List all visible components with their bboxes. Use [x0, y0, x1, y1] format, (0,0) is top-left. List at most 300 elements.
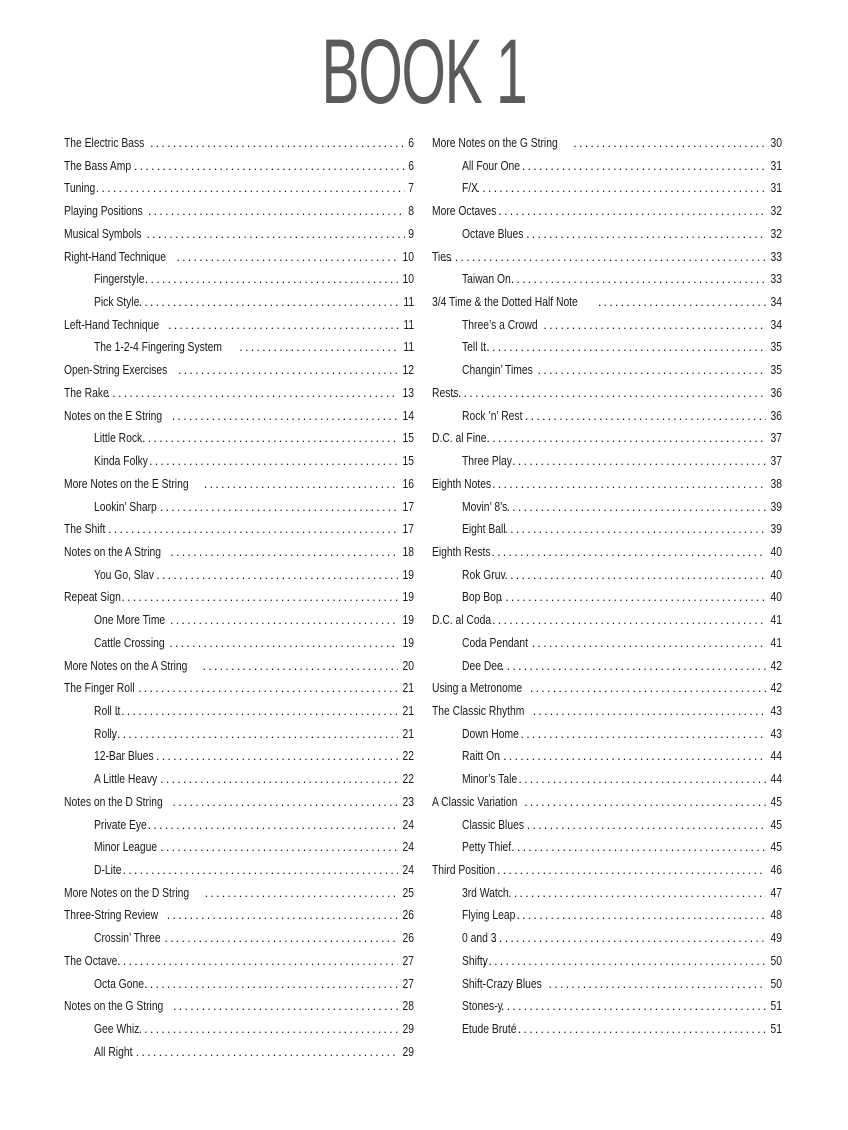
dot-leader	[471, 181, 766, 195]
toc-subentry	[432, 181, 782, 204]
toc-page-number: 43	[770, 703, 782, 718]
dot-leader	[138, 681, 398, 695]
toc-entry	[432, 545, 782, 568]
toc-subentry	[64, 295, 414, 318]
dot-leader	[573, 136, 766, 150]
toc-subentry	[432, 886, 782, 909]
dot-leader	[518, 1022, 766, 1036]
dot-leader	[160, 840, 398, 854]
toc-entry	[64, 204, 414, 227]
dot-leader	[533, 704, 766, 718]
toc-page-number: 44	[770, 772, 782, 787]
toc-page-number: 42	[770, 681, 782, 696]
dot-leader	[239, 340, 399, 354]
dot-leader	[511, 840, 766, 854]
dot-leader	[176, 250, 398, 264]
dot-leader	[512, 454, 766, 468]
dot-leader	[121, 590, 398, 604]
toc-page-number: 27	[402, 976, 414, 991]
toc-page-number: 37	[770, 454, 782, 469]
toc-page-number: 50	[770, 976, 782, 991]
toc-entry	[64, 159, 414, 182]
toc-entry	[64, 590, 414, 613]
toc-entry-title: Fingerstyle	[94, 272, 145, 287]
toc-entry	[64, 318, 414, 341]
toc-page-number: 19	[402, 613, 414, 628]
toc-page-number: 15	[402, 431, 414, 446]
toc-subentry	[432, 590, 782, 613]
toc-page-number: 22	[402, 749, 414, 764]
toc-page-number: 15	[402, 454, 414, 469]
dot-leader	[90, 181, 405, 195]
toc-page-number: 7	[408, 181, 414, 196]
dot-leader	[117, 863, 398, 877]
toc-subentry	[432, 454, 782, 477]
toc-entry-title: Etude Bruté	[462, 1022, 517, 1037]
dot-leader	[549, 977, 766, 991]
toc-page-number: 25	[402, 885, 414, 900]
toc-entry-title: Three-String Review	[64, 908, 159, 923]
toc-page-number: 45	[770, 840, 782, 855]
dot-leader	[144, 977, 398, 991]
toc-page-number: 35	[770, 363, 782, 378]
toc-page-number: 24	[402, 840, 414, 855]
toc-entry-title: Coda Pendant	[462, 635, 529, 650]
toc-entry-title: Using a Metronome	[432, 681, 523, 696]
toc-page-number: 49	[770, 931, 782, 946]
toc-entry-title: Cattle Crossing	[94, 635, 165, 650]
toc-subentry	[432, 636, 782, 659]
dot-leader	[164, 931, 398, 945]
toc-entry-title: Rolly	[94, 726, 117, 741]
toc-page-number: 14	[402, 408, 414, 423]
toc-entry-title: The Finger Roll	[64, 681, 135, 696]
toc-page-number: 44	[770, 749, 782, 764]
toc-page-number: 26	[402, 931, 414, 946]
toc-entry-title: One More Time	[94, 613, 166, 628]
toc-entry-title: Down Home	[462, 726, 519, 741]
dot-leader	[160, 772, 398, 786]
toc-entry	[64, 386, 414, 409]
toc-entry-title: Third Position	[432, 863, 496, 877]
toc-entry-title: 0 and 3	[462, 931, 497, 946]
toc-subentry	[432, 908, 782, 931]
toc-entry-title: Lookin’ Sharp	[94, 499, 157, 514]
toc-subentry	[64, 636, 414, 659]
dot-leader	[156, 749, 398, 763]
toc-page-number: 32	[770, 204, 782, 219]
toc-entry-title: Roll It	[94, 703, 121, 718]
toc-entry-title: Changin’ Times	[462, 363, 533, 378]
toc-entry	[432, 250, 782, 273]
toc-subentry	[64, 772, 414, 795]
toc-entry-title: The Shift	[64, 522, 106, 537]
dot-leader	[139, 1022, 398, 1036]
toc-entry	[64, 545, 414, 568]
dot-leader	[111, 727, 398, 741]
toc-page-number: 29	[402, 1022, 414, 1037]
toc-entry-title: Open-String Exercises	[64, 363, 168, 378]
dot-leader	[139, 295, 399, 309]
toc-subentry	[432, 272, 782, 295]
toc-page-number: 11	[403, 295, 414, 310]
toc-subentry	[432, 340, 782, 363]
toc-entry-title: Ties	[432, 249, 452, 264]
toc-subentry	[432, 363, 782, 386]
toc-subentry	[64, 704, 414, 727]
toc-entry	[64, 908, 414, 931]
toc-entry	[64, 409, 414, 432]
toc-page-number: 29	[402, 1044, 414, 1059]
toc-entry-title: The Electric Bass	[64, 136, 145, 150]
toc-entry-title: Eighth Notes	[432, 476, 492, 491]
toc-right-column	[432, 136, 782, 1045]
toc-page-number: 45	[770, 817, 782, 832]
dot-leader	[452, 386, 766, 400]
toc-entry-title: More Octaves	[432, 204, 497, 219]
toc-subentry	[64, 431, 414, 454]
toc-entry-title: More Notes on the A String	[64, 658, 188, 673]
dot-leader	[481, 340, 766, 354]
toc-entry-title: Notes on the G String	[64, 999, 164, 1014]
toc-entry-title: D-Lite	[94, 863, 122, 877]
dot-leader	[170, 613, 398, 627]
toc-entry	[432, 204, 782, 227]
toc-entry-title: Tuning	[64, 181, 96, 196]
toc-entry-title: Eight Ball	[462, 522, 506, 537]
dot-leader	[527, 818, 766, 832]
toc-subentry	[64, 818, 414, 841]
toc-page-number: 28	[402, 999, 414, 1014]
toc-entry-title: The Bass Amp	[64, 158, 132, 173]
toc-entry	[64, 999, 414, 1022]
toc-entry-title: Three’s a Crowd	[462, 317, 538, 332]
toc-page-number: 40	[770, 544, 782, 559]
dot-leader	[598, 295, 766, 309]
toc-subentry	[432, 727, 782, 750]
toc-page-number: 6	[408, 158, 414, 173]
dot-leader	[507, 500, 766, 514]
toc-entry	[64, 477, 414, 500]
toc-page-number: 33	[770, 272, 782, 287]
toc-subentry	[432, 818, 782, 841]
toc-entry	[64, 250, 414, 273]
toc-subentry	[64, 931, 414, 954]
toc-page-number: 47	[770, 885, 782, 900]
toc-page-number: 9	[408, 226, 414, 241]
toc-page-number: 17	[402, 499, 414, 514]
dot-leader	[543, 318, 766, 332]
dot-leader	[130, 1045, 398, 1059]
toc-entry-title: All Four One	[462, 158, 520, 173]
dot-leader	[148, 204, 405, 218]
toc-entry-title: Playing Positions	[64, 204, 143, 219]
toc-subentry	[64, 613, 414, 636]
toc-entry-title: 12-Bar Blues	[94, 749, 154, 764]
toc-entry-title: F/X	[462, 181, 479, 196]
toc-entry-title: Right-Hand Technique	[64, 249, 167, 264]
toc-entry	[432, 795, 782, 818]
toc-page-number: 16	[402, 476, 414, 491]
toc-page-number: 8	[408, 204, 414, 219]
dot-leader	[142, 431, 398, 445]
toc-entry-title: Movin’ 8’s	[462, 499, 508, 514]
toc-page-number: 13	[402, 385, 414, 400]
toc-subentry	[64, 977, 414, 1000]
toc-page-number: 26	[402, 908, 414, 923]
toc-page-number: 34	[770, 295, 782, 310]
dot-leader	[492, 477, 766, 491]
toc-entry-title: Notes on the D String	[64, 794, 163, 809]
toc-page-number: 41	[770, 635, 782, 650]
dot-leader	[173, 999, 398, 1013]
dot-leader	[172, 795, 398, 809]
toc-subentry	[64, 568, 414, 591]
toc-subentry	[64, 863, 414, 886]
toc-entry-title: Notes on the E String	[64, 408, 163, 423]
dot-leader	[518, 772, 766, 786]
toc-entry-title: Private Eye	[94, 817, 147, 832]
toc-entry-title: Shift-Crazy Blues	[462, 976, 542, 991]
toc-entry	[64, 954, 414, 977]
toc-left-column	[64, 136, 414, 1067]
dot-leader	[178, 363, 398, 377]
toc-entry-title: Little Rock	[94, 431, 143, 446]
toc-page-number: 31	[770, 181, 782, 196]
toc-page-number: 34	[770, 317, 782, 332]
toc-subentry	[64, 1022, 414, 1045]
toc-subentry	[432, 954, 782, 977]
toc-page-number: 12	[402, 363, 414, 378]
toc-page-number: 36	[770, 385, 782, 400]
toc-page-number: 43	[770, 726, 782, 741]
toc-entry-title: The Classic Rhythm	[432, 703, 525, 718]
toc-subentry	[64, 272, 414, 295]
dot-leader	[117, 954, 398, 968]
toc-page-number: 21	[402, 703, 414, 718]
dot-leader	[205, 886, 398, 900]
toc-page-number: 50	[770, 953, 782, 968]
dot-leader	[524, 795, 766, 809]
dot-leader	[492, 613, 766, 627]
toc-entry-title: Classic Blues	[462, 817, 524, 832]
toc-entry	[432, 295, 782, 318]
dot-leader	[526, 227, 766, 241]
toc-entry-title: Pick Style	[94, 295, 140, 310]
toc-page-number: 20	[402, 658, 414, 673]
toc-entry-title: Stones-y	[462, 999, 503, 1014]
toc-entry-title: Dee Dee	[462, 658, 503, 673]
toc-entry-title: A Little Heavy	[94, 772, 158, 787]
toc-page-number: 48	[770, 908, 782, 923]
toc-subentry	[432, 977, 782, 1000]
dot-leader	[532, 636, 766, 650]
toc-page-number: 21	[402, 681, 414, 696]
dot-leader	[500, 590, 766, 604]
toc-entry-title: The 1-2-4 Fingering System	[94, 340, 222, 355]
toc-entry-title: Kinda Folky	[94, 454, 148, 469]
toc-page-number: 40	[770, 567, 782, 582]
toc-page-number: 38	[770, 476, 782, 491]
dot-leader	[508, 886, 766, 900]
dot-leader	[504, 568, 766, 582]
toc-page-number: 11	[403, 340, 414, 355]
toc-entry	[432, 477, 782, 500]
toc-subentry	[64, 840, 414, 863]
toc-subentry	[432, 999, 782, 1022]
toc-page-number: 24	[402, 817, 414, 832]
toc-subentry	[432, 227, 782, 250]
dot-leader	[172, 409, 398, 423]
toc-subentry	[432, 772, 782, 795]
dot-leader	[115, 704, 398, 718]
toc-subentry	[432, 159, 782, 182]
toc-entry	[432, 704, 782, 727]
dot-leader	[146, 227, 405, 241]
toc-entry-title: The Rake	[64, 385, 109, 400]
toc-subentry	[64, 454, 414, 477]
toc-entry-title: Musical Symbols	[64, 226, 142, 241]
toc-page-number: 21	[402, 726, 414, 741]
toc-page-number: 37	[770, 431, 782, 446]
dot-leader	[149, 454, 398, 468]
dot-leader	[516, 908, 766, 922]
dot-leader	[501, 659, 766, 673]
toc-subentry	[432, 500, 782, 523]
toc-entry-title: The Octave	[64, 953, 118, 968]
dot-leader	[521, 727, 766, 741]
toc-page-number: 10	[402, 249, 414, 264]
toc-entry-title: Rok Gruv	[462, 567, 506, 582]
toc-entry	[432, 136, 782, 159]
dot-leader	[525, 409, 766, 423]
toc-page-number: 33	[770, 249, 782, 264]
toc-page-number: 51	[770, 999, 782, 1014]
toc-page-number: 18	[402, 544, 414, 559]
dot-leader	[160, 500, 398, 514]
toc-entry	[64, 681, 414, 704]
toc-entry-title: More Notes on the G String	[432, 136, 558, 150]
toc-page-number: 6	[408, 136, 414, 150]
toc-page-number: 24	[402, 863, 414, 877]
toc-page-number: 23	[402, 794, 414, 809]
toc-page-number: 39	[770, 499, 782, 514]
toc-entry-title: Minor League	[94, 840, 158, 855]
dot-leader	[156, 568, 398, 582]
dot-leader	[498, 204, 766, 218]
toc-page-number: 30	[770, 136, 782, 150]
toc-subentry	[432, 659, 782, 682]
toc-subentry	[64, 727, 414, 750]
toc-subentry	[432, 568, 782, 591]
page-title: BOOK 1	[321, 21, 527, 123]
toc-entry-title: All Right	[94, 1044, 133, 1059]
toc-page-number: 32	[770, 226, 782, 241]
toc-entry	[64, 522, 414, 545]
toc-page-number: 36	[770, 408, 782, 423]
toc-page-number: 39	[770, 522, 782, 537]
toc-entry-title: Raitt On	[462, 749, 500, 764]
toc-page-number: 17	[402, 522, 414, 537]
toc-entry	[64, 886, 414, 909]
toc-subentry	[432, 318, 782, 341]
toc-page-number: 42	[770, 658, 782, 673]
toc-subentry	[432, 409, 782, 432]
toc-entry-title: More Notes on the D String	[64, 885, 190, 900]
dot-leader	[530, 681, 766, 695]
toc-entry-title: Bop Bop	[462, 590, 502, 605]
toc-subentry	[64, 749, 414, 772]
toc-entry-title: Petty Thief	[462, 840, 512, 855]
dot-leader	[538, 363, 766, 377]
toc-entry-title: Tell It	[462, 340, 487, 355]
dot-leader	[443, 250, 766, 264]
dot-leader	[203, 659, 398, 673]
toc-entry-title: Minor’s Tale	[462, 772, 518, 787]
dot-leader	[169, 636, 398, 650]
toc-entry-title: You Go, Slav	[94, 567, 154, 582]
toc-subentry	[432, 1022, 782, 1045]
dot-leader	[170, 545, 398, 559]
toc-subentry	[432, 840, 782, 863]
dot-leader	[497, 863, 766, 877]
toc-entry-title: 3/4 Time & the Dotted Half Note	[432, 295, 578, 310]
toc-page-number: 27	[402, 953, 414, 968]
toc-entry	[432, 613, 782, 636]
dot-leader	[145, 272, 398, 286]
toc-subentry	[432, 749, 782, 772]
toc-page-number: 35	[770, 340, 782, 355]
dot-leader	[501, 999, 766, 1013]
toc-entry-title: Crossin’ Three	[94, 931, 161, 946]
dot-leader	[167, 908, 398, 922]
toc-entry-title: Flying Leap	[462, 908, 516, 923]
toc-subentry	[64, 500, 414, 523]
toc-page-number: 19	[402, 590, 414, 605]
toc-entry-title: More Notes on the E String	[64, 476, 189, 491]
dot-leader	[522, 159, 766, 173]
dot-leader	[148, 818, 398, 832]
dot-leader	[204, 477, 398, 491]
toc-entry	[64, 227, 414, 250]
toc-entry-title: Gee Whiz	[94, 1022, 140, 1037]
toc-entry-title: Repeat Sign	[64, 590, 121, 605]
toc-entry-title: Three Play	[462, 454, 512, 469]
toc-entry-title: Octave Blues	[462, 226, 524, 241]
toc-entry-title: Rock ’n’ Rest	[462, 408, 523, 423]
toc-entry-title: Notes on the A String	[64, 544, 162, 559]
toc-entry-title: Rests	[432, 385, 459, 400]
toc-entry	[432, 386, 782, 409]
toc-entry-title: Taiwan On	[462, 272, 511, 287]
toc-page-number: 31	[770, 158, 782, 173]
toc-entry-title: Octa Gone	[94, 976, 144, 991]
toc-page-number: 19	[402, 635, 414, 650]
toc-entry	[432, 431, 782, 454]
toc-page-number: 45	[770, 794, 782, 809]
toc-subentry	[432, 522, 782, 545]
toc-entry-title: Eighth Rests	[432, 544, 491, 559]
toc-subentry	[64, 1045, 414, 1068]
toc-page-number: 10	[402, 272, 414, 287]
toc-entry-title: 3rd Watch	[462, 885, 509, 900]
toc-page-number: 11	[403, 317, 414, 332]
dot-leader	[497, 749, 766, 763]
dot-leader	[134, 159, 405, 173]
toc-page-number: 51	[770, 1022, 782, 1037]
toc-entry-title: D.C. al Fine	[432, 431, 487, 446]
dot-leader	[491, 545, 766, 559]
